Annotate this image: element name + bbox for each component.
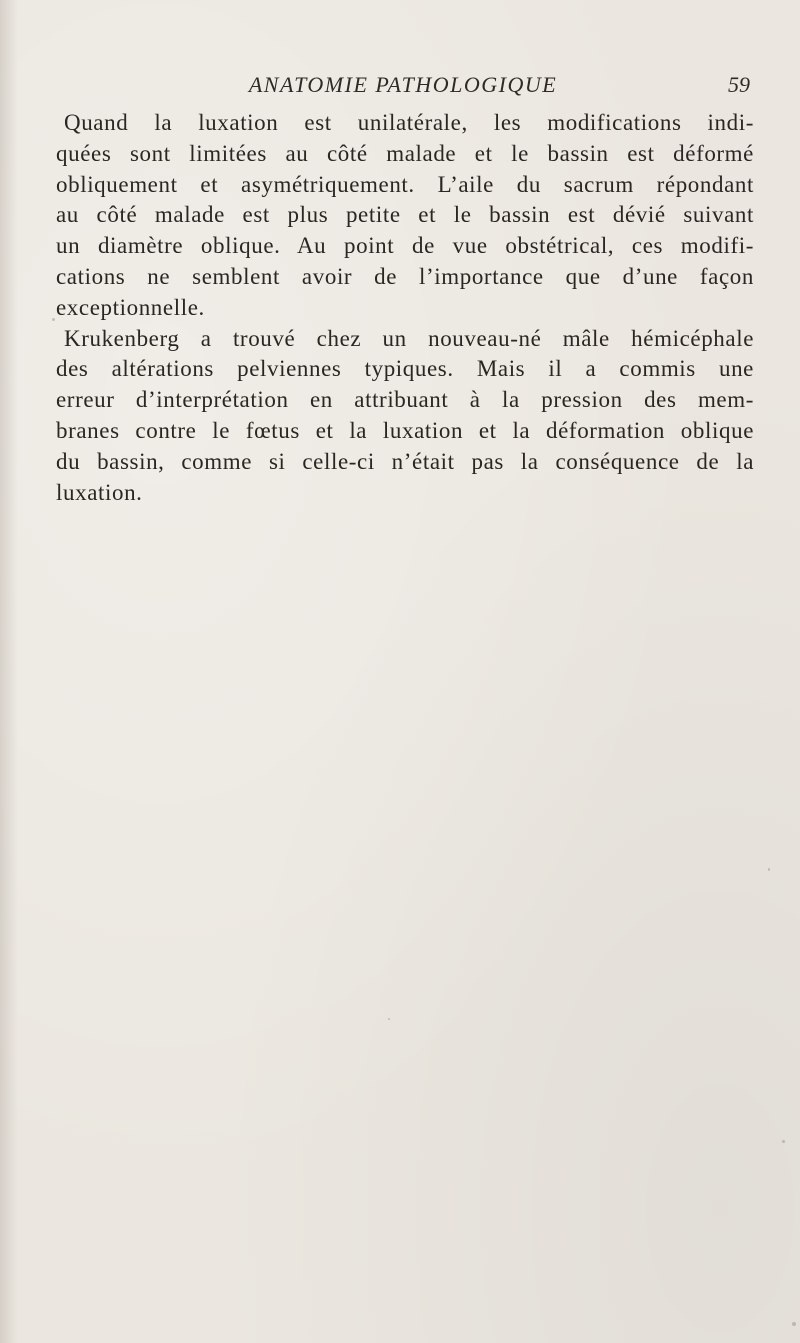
running-head bbox=[56, 72, 750, 102]
text-line: cations ne semblent avoir de l’importance que d’une façon bbox=[56, 263, 754, 289]
text-line: exceptionnelle. bbox=[56, 294, 205, 320]
text-line: erreur d’interprétation en attribuant à la pression des mem- bbox=[56, 387, 754, 413]
text-line: luxation. bbox=[56, 479, 143, 505]
paper-speck bbox=[792, 1322, 796, 1326]
text-line: quées sont limitées au côté malade et le bassin est déformé bbox=[56, 140, 754, 166]
text-line: Krukenberg a trouvé chez un nouveau-né mâle hémicéphale bbox=[64, 325, 754, 351]
paragraph-2 bbox=[56, 324, 754, 509]
text-line: un diamètre oblique. Au point de vue obstétrical, ces modifi- bbox=[56, 233, 754, 259]
paper-speck bbox=[388, 1018, 390, 1020]
page-gutter-shadow bbox=[0, 0, 18, 1343]
paper-speck bbox=[768, 868, 770, 871]
text-line: du bassin, comme si celle-ci n’était pas la conséquence de la bbox=[56, 448, 754, 474]
text-line: Quand la luxation est unilatérale, les modifications indi- bbox=[64, 110, 754, 135]
paper-speck bbox=[782, 1140, 785, 1143]
paper-speck bbox=[52, 318, 55, 321]
page-number: 59 bbox=[728, 72, 750, 97]
running-title: ANATOMIE PATHOLOGIQUE bbox=[248, 72, 558, 97]
text-line: des altérations pelviennes typiques. Mais il a commis une bbox=[56, 356, 754, 382]
text-line: branes contre le fœtus et la luxation et la déformation oblique bbox=[56, 417, 754, 443]
body-text bbox=[56, 108, 754, 508]
paragraph-1 bbox=[56, 108, 754, 324]
text-line: au côté malade est plus petite et le bassin est dévié suivant bbox=[56, 202, 754, 228]
text-line: obliquement et asymétriquement. L’aile du sacrum répondant bbox=[56, 171, 754, 197]
